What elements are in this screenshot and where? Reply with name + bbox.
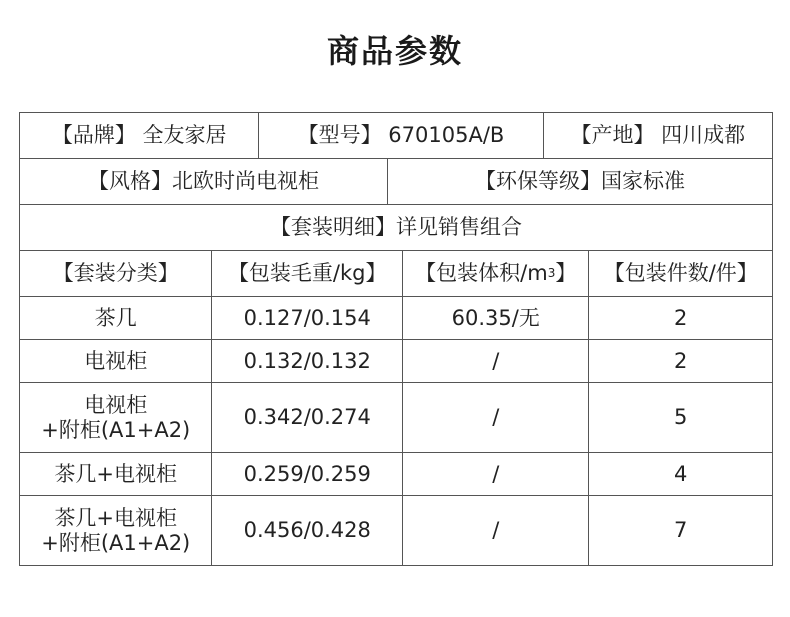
table-row bbox=[20, 340, 772, 383]
row-volume: / bbox=[403, 453, 590, 495]
row-category: 电视柜 bbox=[20, 340, 212, 382]
row-pieces: 2 bbox=[674, 305, 688, 330]
header-volume bbox=[403, 251, 590, 296]
row-category bbox=[20, 496, 212, 565]
header-category: 【套装分类】 bbox=[20, 251, 212, 296]
row-pieces: 7 bbox=[674, 518, 688, 543]
row-weight: 0.259/0.259 bbox=[212, 453, 403, 495]
row-volume: 60.35/无 bbox=[403, 297, 590, 339]
origin-cell: 【产地】 四川成都 bbox=[570, 123, 746, 148]
brand-cell: 【品牌】 全友家居 bbox=[20, 113, 259, 158]
eco-level-cell: 【环保等级】国家标准 bbox=[475, 169, 685, 194]
row-category: 茶几 bbox=[20, 297, 212, 339]
set-detail-cell: 【套装明细】详见销售组合 bbox=[270, 215, 522, 240]
table-row bbox=[20, 297, 772, 340]
header-volume-text: 【包装体积/m bbox=[415, 261, 548, 286]
info-row-style-eco bbox=[20, 159, 772, 205]
table-row bbox=[20, 453, 772, 496]
info-row-brand-model-origin bbox=[20, 113, 772, 159]
row-category-line1: 电视柜 bbox=[84, 393, 148, 418]
row-weight: 0.456/0.428 bbox=[212, 496, 403, 565]
row-category bbox=[20, 383, 212, 452]
row-pieces: 5 bbox=[674, 405, 688, 430]
row-category-line1: 茶几+电视柜 bbox=[54, 506, 178, 531]
info-row-set-detail bbox=[20, 205, 772, 251]
header-pieces: 【包装件数/件】 bbox=[603, 261, 758, 286]
table-row bbox=[20, 383, 772, 453]
row-volume: / bbox=[403, 383, 590, 452]
row-volume: / bbox=[403, 496, 590, 565]
header-volume-superscript: 3 bbox=[547, 265, 556, 280]
header-weight: 【包装毛重/kg】 bbox=[212, 251, 403, 296]
table-row bbox=[20, 496, 772, 565]
row-category-line2: +附柜(A1+A2) bbox=[41, 417, 191, 442]
header-volume-bracket: 】 bbox=[555, 261, 577, 286]
row-volume: / bbox=[403, 340, 590, 382]
row-pieces: 4 bbox=[674, 461, 688, 486]
row-weight: 0.342/0.274 bbox=[212, 383, 403, 452]
row-category-line2: +附柜(A1+A2) bbox=[41, 530, 191, 555]
style-cell: 【风格】北欧时尚电视柜 bbox=[20, 159, 388, 204]
product-parameters-table bbox=[19, 112, 773, 566]
table-header-row bbox=[20, 251, 772, 297]
row-weight: 0.127/0.154 bbox=[212, 297, 403, 339]
row-category: 茶几+电视柜 bbox=[20, 453, 212, 495]
row-pieces: 2 bbox=[674, 348, 688, 373]
page-title: 商品参数 bbox=[326, 32, 463, 70]
model-cell: 【型号】 670105A/B bbox=[259, 113, 543, 158]
row-weight: 0.132/0.132 bbox=[212, 340, 403, 382]
